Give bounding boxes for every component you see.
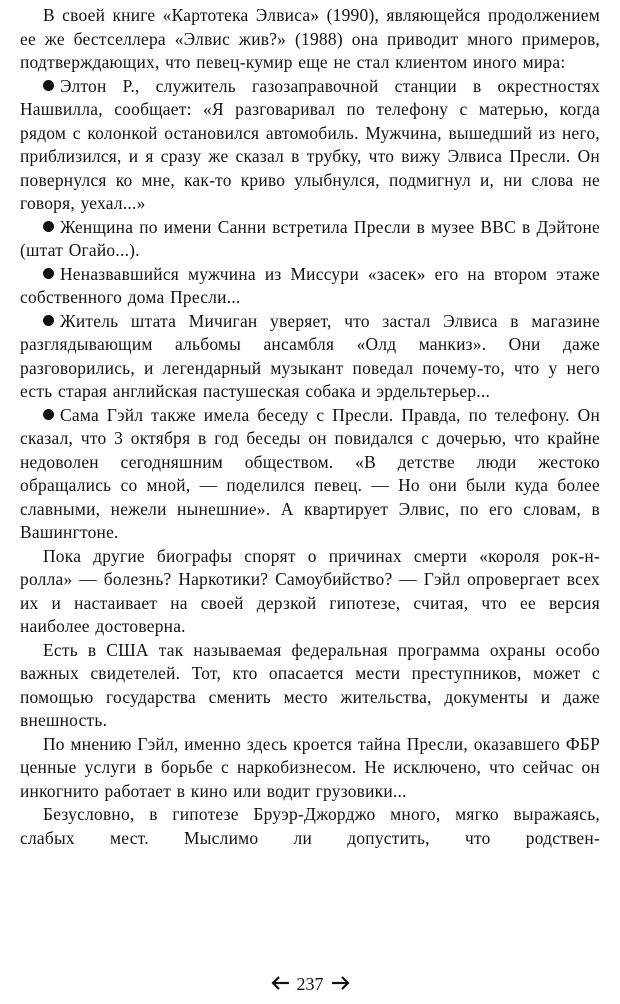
text-body (20, 4, 600, 850)
bullet-icon (43, 315, 54, 326)
page-number: 237 (296, 973, 324, 994)
bullet-paragraph-michigan (20, 310, 600, 404)
left-arrow-icon (271, 975, 291, 993)
bullet-paragraph-missouri (20, 263, 600, 310)
paragraph-intro: В своей книге «Картотека Элвиса» (1990), являющейся продолжением ее же бестселлера «Элвис жив?» (1988) она приводит много примеров, подтверждающих, что певец-кумир еще не стал клиентом иного мира: (20, 5, 600, 72)
paragraph-witness-program: Есть в США так называемая федеральная программа охраны особо важных свидетелей. Тот, кто опасается мести преступников, может с помощью государства сменить место жительства, документы и даже внешность. (20, 639, 600, 730)
paragraph-hypothesis: Безусловно, в гипотезе Бруэр-Джорджо много, мягко выражаясь, слабых мест. Мыслимо ли допустить, что родствен- (20, 804, 600, 848)
bullet-text: Элтон Р., служитель газозаправочной станции в окрестностях Нашвилла, сообщает: «Я разговаривал по телефону с матерью, когда рядом с колонкой остановился автомобиль. Мужчина, вышедший из него, приблизился, и я сразу же сказал в трубку, что вижу Элвиса Пресли. Он повернулся ко мне, как-то криво улыбнулся, подмигнул и, ни слова не говоря, уехал...» (20, 75, 600, 213)
bullet-text: Женщина по имени Санни встретила Пресли в музее ВВС в Дэйтоне (штат Огайо...). (20, 216, 600, 260)
bullet-text: Житель штата Мичиган уверяет, что застал Элвиса в магазине разглядывающим альбомы ансамбля «Олд манкиз». Они даже разговорились, и легендарный музыкант поведал почему-то, что у него есть старая английская пастушеская собака и эрдельтерьер... (20, 310, 600, 401)
bullet-paragraph-gail (20, 404, 600, 545)
bullet-icon (43, 221, 54, 232)
right-arrow-icon (330, 975, 350, 993)
bullet-text: Неназвавшийся мужчина из Миссури «засек» его на втором этаже собственного дома Пресли... (20, 263, 600, 307)
bullet-icon (43, 80, 54, 91)
bullet-paragraph-sunny (20, 216, 600, 263)
page-footer (0, 969, 620, 999)
paragraph-fbi: По мнению Гэйл, именно здесь кроется тайна Пресли, оказавшего ФБР ценные услуги в борьбе с наркобизнесом. Не исключено, что сейчас он инкогнито работает в кино или водит грузовики... (20, 733, 600, 801)
paragraph-biographers: Пока другие биографы спорят о причинах смерти «короля рок-н-ролла» — болезнь? Наркотики? Самоубийство? — Гэйл опровергает всех их и настаивает на своей дерзкой гипотезе, считая, что ее версия наиболее достоверна. (20, 545, 600, 636)
bullet-icon (43, 409, 54, 420)
bullet-text: Сама Гэйл также имела беседу с Пресли. Правда, по телефону. Он сказал, что 3 октября в год беседы он повидался с дочерью, что крайне недоволен сегодняшним обществом. «В детстве люди жестоко обращались со мной, — поделился певец. — Но они были куда более славными, нежели нынешние». А квартирует Элвис, по его словам, в Вашингтоне. (20, 404, 600, 542)
bullet-icon (43, 268, 54, 279)
bullet-paragraph-elton (20, 75, 600, 216)
